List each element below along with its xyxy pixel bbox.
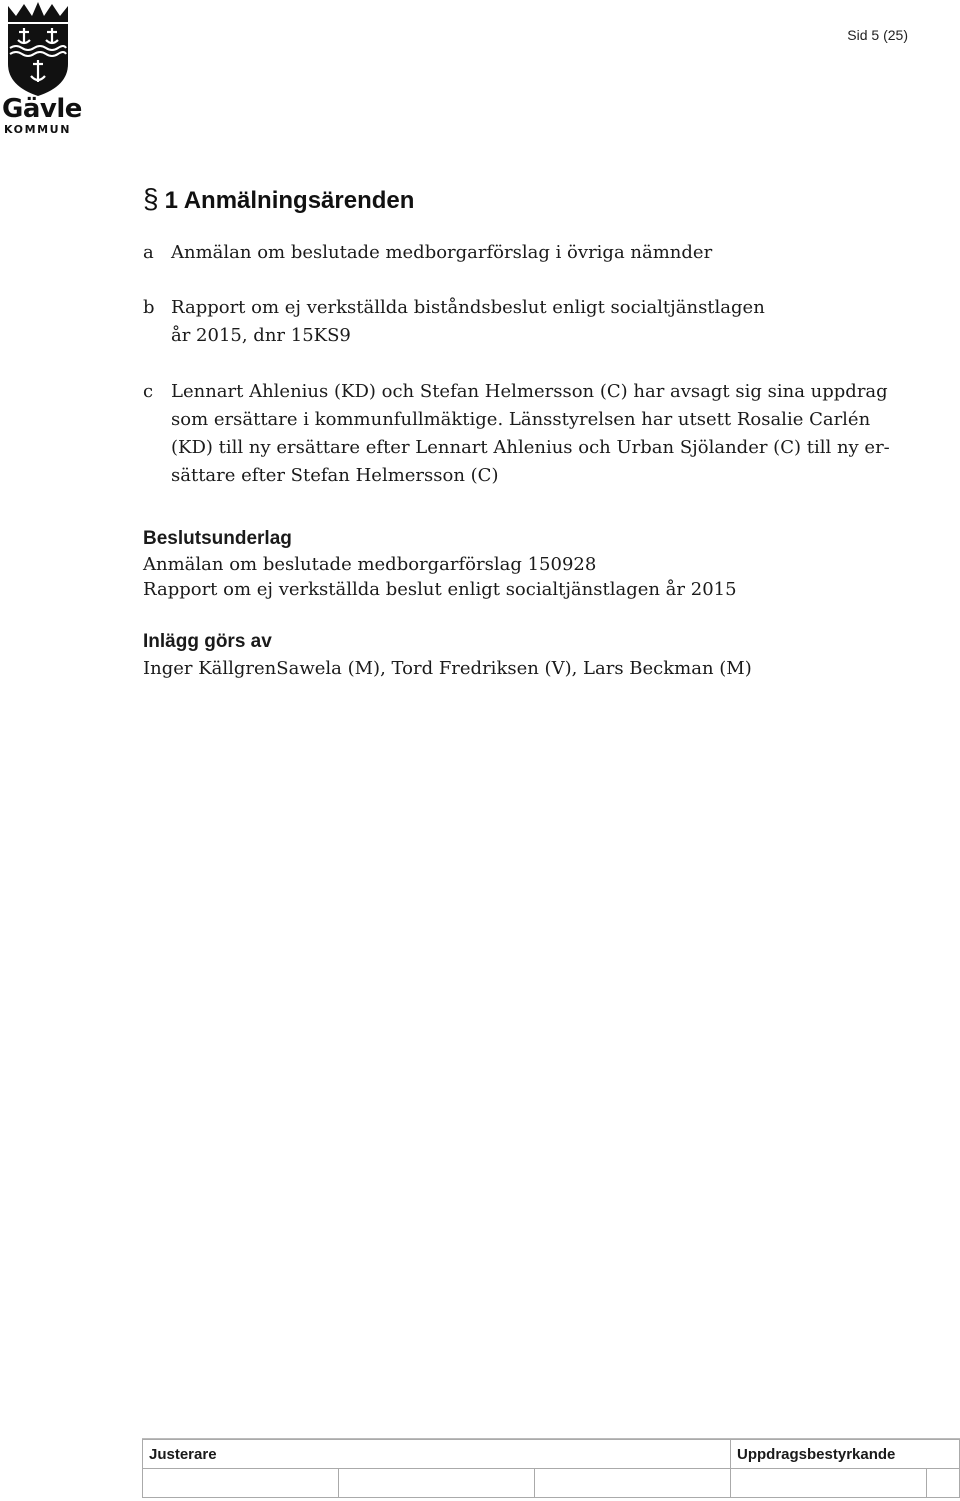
item-text-line: som ersättare i kommunfullmäktige. Länsstyrelsen har utsett Rosalie Carlén [171,409,871,430]
signature-cell [143,1469,339,1498]
item-text-line: år 2015, dnr 15KS9 [171,325,351,346]
item-text-line: Rapport om ej verkställda biståndsbeslut enligt socialtjänstlagen [171,297,765,318]
signature-footer [142,1438,960,1501]
item-text: Anmälan om beslutade medborgarförslag i övriga nämnder [171,242,713,263]
list-item-a [143,239,913,267]
beslutsunderlag-heading: Beslutsunderlag [143,528,292,549]
justerare-label: Justerare [143,1440,731,1469]
coat-of-arms-icon [2,2,74,98]
item-text-line: Lennart Ahlenius (KD) och Stefan Helmersson (C) har avsagt sig sina uppdrag [171,381,888,402]
inlagg-heading: Inlägg görs av [143,631,272,652]
signature-cell [339,1469,535,1498]
signature-cell [535,1469,731,1498]
inlagg-text: Inger KällgrenSawela (M), Tord Fredriksen (V), Lars Beckman (M) [143,658,752,679]
item-letter: a [143,242,154,263]
page-number: Sid 5 (25) [847,27,908,43]
logo-wordmark: Gävle [2,94,82,124]
item-letter: b [143,297,155,318]
gavle-logo [2,2,82,136]
list-item-c [143,378,913,490]
item-text-line: (KD) till ny ersättare efter Lennart Ahlenius och Urban Sjölander (C) till ny er- [171,437,890,458]
logo-subtitle: KOMMUN [4,123,72,136]
section-title: 1 Anmälningsärenden [164,187,415,214]
signature-cell [927,1469,960,1498]
beslutsunderlag-line: Anmälan om beslutade medborgarförslag 150928 [143,554,597,575]
item-text-line: sättare efter Stefan Helmersson (C) [171,465,499,486]
uppdragsbestyrkande-label: Uppdragsbestyrkande [731,1440,960,1469]
signature-cell [731,1469,927,1498]
item-letter: c [143,381,154,402]
list-item-b [143,294,913,350]
signature-table [142,1439,960,1498]
paragraph-symbol: § [143,183,159,214]
beslutsunderlag-line: Rapport om ej verkställda beslut enligt socialtjänstlagen år 2015 [143,579,737,600]
section-heading [143,183,414,215]
